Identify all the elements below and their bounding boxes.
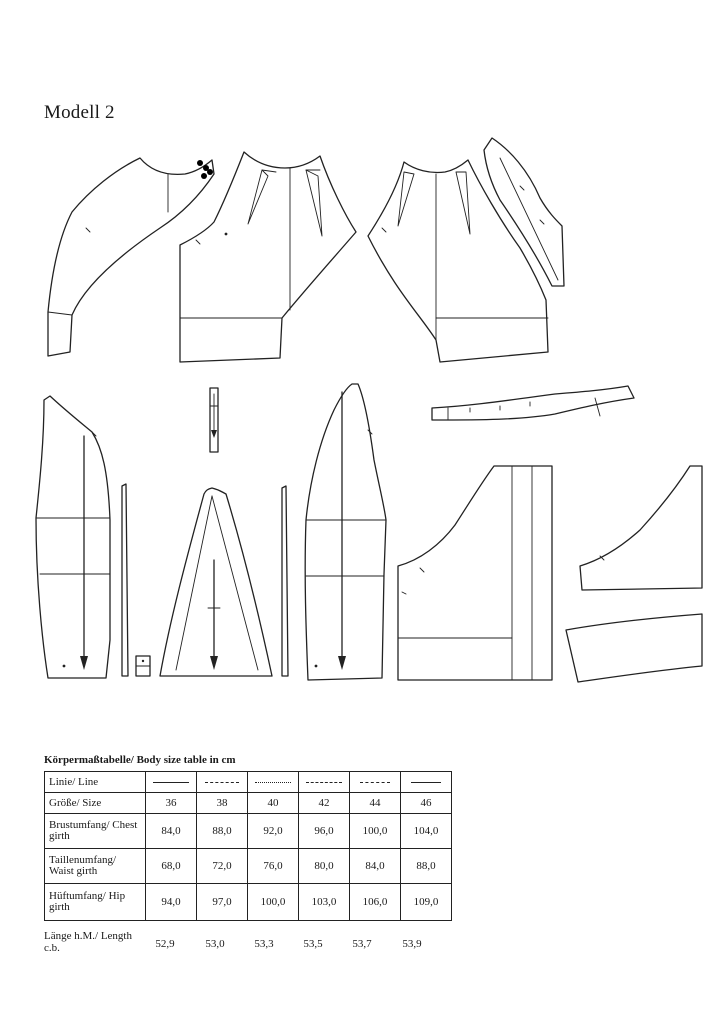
pattern-piece-gusset <box>160 488 272 676</box>
pattern-piece-sleeve-front <box>48 158 214 356</box>
table-cell: 104,0 <box>401 814 452 849</box>
row-label-hip: Hüftumfang/ Hip girth <box>45 884 146 921</box>
table-cell: 80,0 <box>299 849 350 884</box>
table-row-waist <box>45 849 452 884</box>
line-sample-44 <box>350 772 401 793</box>
pattern-piece-cuff-lower <box>566 614 702 682</box>
table-row-chest <box>45 814 452 849</box>
table-cell: 46 <box>401 793 452 814</box>
page-title: Modell 2 <box>44 102 115 123</box>
line-sample-36 <box>146 772 197 793</box>
length-value: 52,9 <box>155 938 175 950</box>
table-cell: 68,0 <box>146 849 197 884</box>
table-cell: 96,0 <box>299 814 350 849</box>
table-cell: 100,0 <box>350 814 401 849</box>
pattern-piece-front <box>180 152 356 362</box>
length-value: 53,3 <box>254 938 274 950</box>
pattern-piece-pocket-tab <box>136 656 150 676</box>
row-label-size: Größe/ Size <box>45 793 146 814</box>
table-cell: 84,0 <box>350 849 401 884</box>
table-cell: 97,0 <box>197 884 248 921</box>
row-label-chest: Brustumfang/ Chest girth <box>45 814 146 849</box>
table-cell: 40 <box>248 793 299 814</box>
body-size-table <box>44 771 452 921</box>
line-sample-46 <box>401 772 452 793</box>
table-cell: 106,0 <box>350 884 401 921</box>
line-sample-40 <box>248 772 299 793</box>
row-label-length: Länge h.M./ Length c.b. <box>44 930 132 954</box>
table-cell: 94,0 <box>146 884 197 921</box>
table-cell: 38 <box>197 793 248 814</box>
pattern-piece-side-front <box>36 396 110 678</box>
length-value: 53,9 <box>402 938 422 950</box>
table-cell: 92,0 <box>248 814 299 849</box>
length-value: 53,0 <box>205 938 225 950</box>
table-cell: 88,0 <box>401 849 452 884</box>
table-cell: 84,0 <box>146 814 197 849</box>
pattern-piece-strap <box>210 388 218 452</box>
length-value: 53,7 <box>352 938 372 950</box>
table-row-hip <box>45 884 452 921</box>
pattern-piece-side-back <box>305 384 386 680</box>
table-cell: 44 <box>350 793 401 814</box>
table-cell: 42 <box>299 793 350 814</box>
table-cell: 103,0 <box>299 884 350 921</box>
table-row-line <box>45 772 452 793</box>
line-sample-38 <box>197 772 248 793</box>
table-cell: 109,0 <box>401 884 452 921</box>
table-cell: 100,0 <box>248 884 299 921</box>
row-label-waist: Taillenumfang/ Waist girth <box>45 849 146 884</box>
row-label-line: Linie/ Line <box>45 772 146 793</box>
pattern-piece-cuff-upper <box>580 466 702 590</box>
table-cell: 36 <box>146 793 197 814</box>
pattern-piece-back <box>368 160 548 362</box>
table-cell: 88,0 <box>197 814 248 849</box>
length-value: 53,5 <box>303 938 323 950</box>
table-cell: 76,0 <box>248 849 299 884</box>
pattern-piece-front-facing <box>122 484 128 676</box>
pattern-piece-collar <box>432 386 634 420</box>
table-row-size <box>45 793 452 814</box>
line-sample-42 <box>299 772 350 793</box>
table-cell: 72,0 <box>197 849 248 884</box>
pattern-piece-front-lower <box>398 466 552 680</box>
pattern-piece-back-facing <box>282 486 288 676</box>
table-caption: Körpermaßtabelle/ Body size table in cm <box>44 754 236 766</box>
